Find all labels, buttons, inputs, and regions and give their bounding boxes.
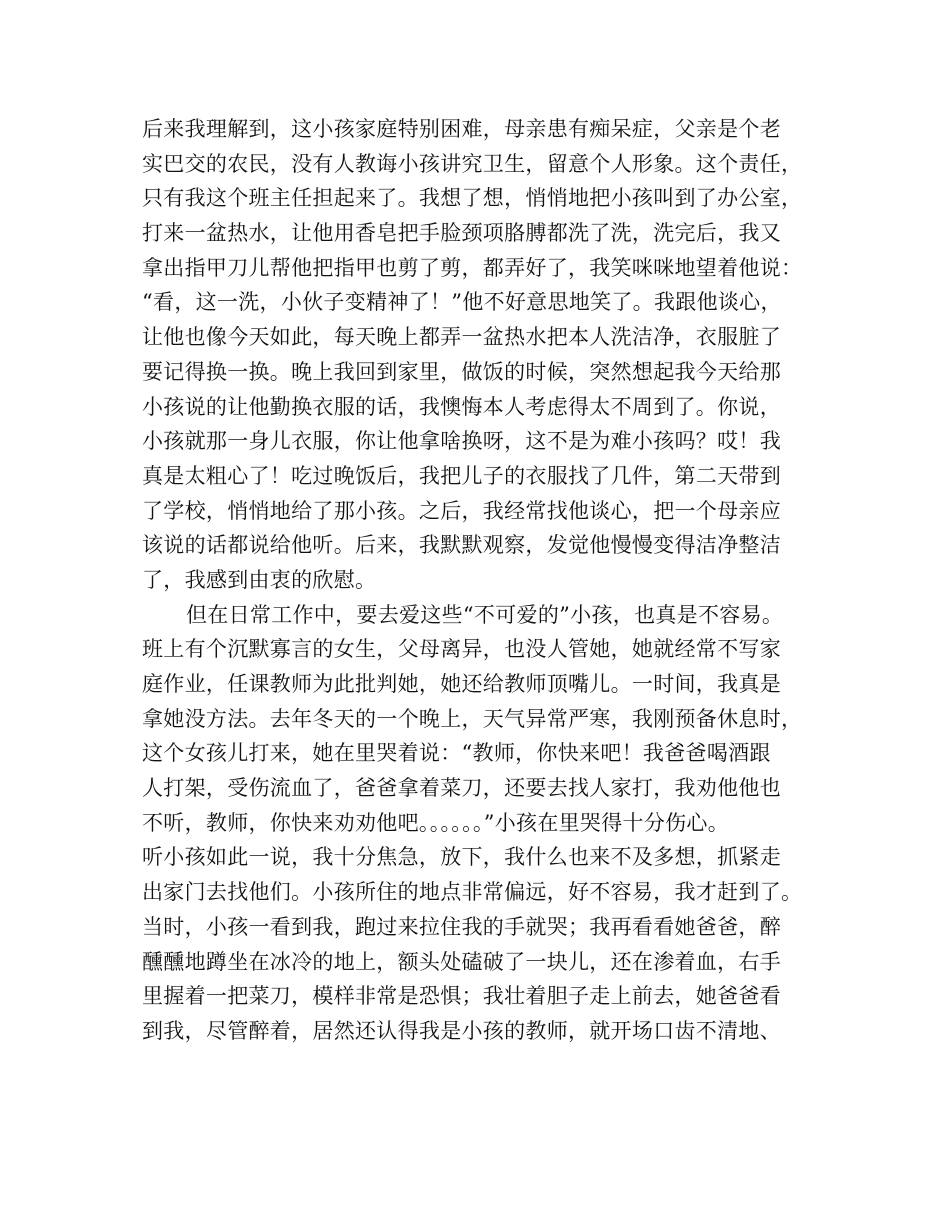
text-line: 当时，小孩一看到我，跑过来拉住我的手就哭；我再看看她爸爸，醉 [142,914,781,939]
text-line: 听小孩如此一说，我十分焦急，放下，我什么也来不及多想，抓紧走 [142,845,781,870]
text-line: 要记得换一换。晚上我回到家里，做饭的时候，突然想起我今天给那 [142,359,781,384]
text-line: 到我，尽管醉着，居然还认得我是小孩的教师，就开场口齿不清地、 [142,1018,781,1043]
text-line: 真是太粗心了！吃过晚饭后，我把儿子的衣服找了几件，第二天带到 [142,463,781,488]
text-line: 让他也像今天如此，每天晚上都弄一盆热水把本人洗洁净，衣服脏了 [142,325,781,350]
text-line: 了，我感到由衷的欣慰。 [142,567,377,592]
text-line: 醺醺地蹲坐在冰冷的地上，额头处磕破了一块儿，还在渗着血，右手 [142,949,781,974]
text-line: 了学校，悄悄地给了那小孩。之后，我经常找他谈心，把一个母亲应 [142,498,781,523]
text-line: 后来我理解到，这小孩家庭特别困难，母亲患有痴呆症，父亲是个老 [142,117,781,141]
text-line: 只有我这个班主任担起来了。我想了想，悄悄地把小孩叫到了办公室， [142,186,803,211]
text-line: 该说的话都说给他听。后来，我默默观察，发觉他慢慢变得洁净整洁 [142,533,781,558]
text-line: 拿出指甲刀儿帮他把指甲也剪了剪，都弄好了，我笑咪咪地望着他说： [142,255,803,280]
text-line: 庭作业，任课教师为此批判她，她还给教师顶嘴儿。一时间，我真是 [142,672,781,696]
text-line: 小孩就那一身儿衣服，你让他拿啥换呀，这不是为难小孩吗？哎！我 [142,429,781,454]
text-line: 拿她没方法。去年冬天的一个晚上，天气异常严寒，我刚预备休息时， [142,706,803,731]
text-line: 实巴交的农民，没有人教诲小孩讲究卫生，留意个人形象。这个责任， [142,151,803,176]
text-line: 班上有个沉默寡言的女生，父母离异，也没人管她，她就经常不写家 [142,637,781,662]
body-text [142,112,832,1049]
text-line: 出家门去找他们。小孩所住的地点非常偏远，好不容易，我才赶到了。 [142,880,803,905]
text-line: “看，这一洗，小伙子变精神了！”他不好意思地笑了。我跟他谈心， [142,290,782,315]
text-line: 里握着一把菜刀，模样非常是恐惧；我壮着胆子走上前去，她爸爸看 [142,984,781,1009]
paragraph-start-line: 但在日常工作中，要去爱这些“不可爱的”小孩，也真是不容易。 [186,602,784,627]
text-line: 人打架，受伤流血了，爸爸拿着菜刀，还要去找人家打，我劝他他也 [142,776,781,801]
text-line: 小孩说的让他勤换衣服的话，我懊悔本人考虑得太不周到了。你说， [142,394,781,419]
text-line: 这个女孩儿打来，她在里哭着说：“教师，你快来吧！我爸爸喝酒跟 [142,741,771,766]
text-line: 不听，教师，你快来劝劝他吧。。。。。。”小孩在里哭得十分伤心。 [142,810,730,835]
text-line: 打来一盆热水，让他用香皂把手脸颈项胳膊都洗了洗，洗完后，我又 [142,221,781,246]
